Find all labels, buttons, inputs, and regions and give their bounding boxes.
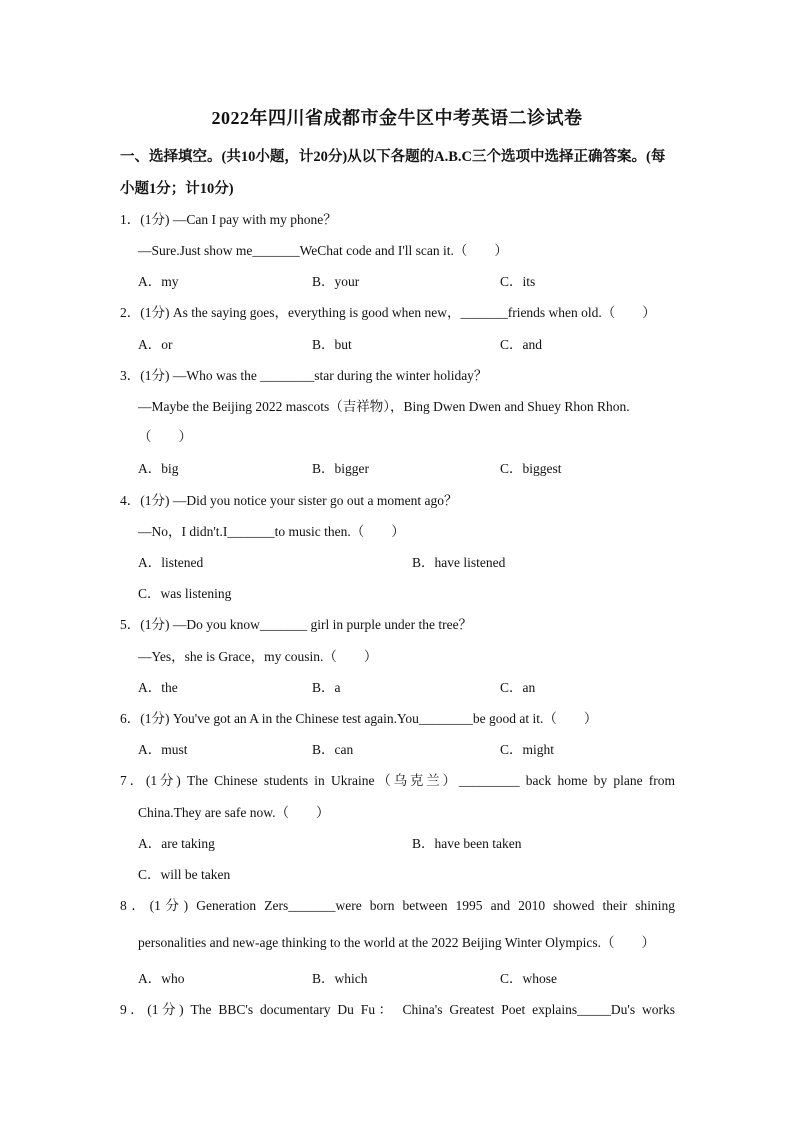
- question-5-option-a[interactable]: A．the: [138, 680, 178, 695]
- question-8-line2: personalities and new-age thinking to the world at the 2022 Beijing Winter Olympics.（ ）: [138, 935, 655, 950]
- page-title: 2022年四川省成都市金牛区中考英语二诊试卷: [211, 108, 583, 128]
- question-2-option-c[interactable]: C．and: [500, 337, 542, 352]
- question-6-option-a[interactable]: A．must: [138, 742, 188, 757]
- question-8-option-c[interactable]: C．whose: [500, 971, 557, 986]
- question-6-stem: 6．(1分) You've got an A in the Chinese test again.You________be good at it.（ ）: [120, 711, 598, 726]
- question-5-option-c[interactable]: C．an: [500, 680, 536, 695]
- question-3-line2: —Maybe the Beijing 2022 mascots（吉祥物），Bing Dwen Dwen and Shuey Rhon Rhon.: [138, 399, 630, 414]
- question-7-line2: China.They are safe now.（ ）: [138, 805, 330, 820]
- question-7-option-b[interactable]: B．have been taken: [412, 836, 522, 851]
- question-2-option-b[interactable]: B．but: [312, 337, 352, 352]
- question-5-stem: 5．(1分) —Do you know_______ girl in purple under the tree？: [120, 617, 473, 632]
- question-4-option-a[interactable]: A．listened: [138, 555, 204, 570]
- section-heading-cont: 小题1分；计10分): [120, 181, 234, 197]
- question-4-option-c[interactable]: C．was listening: [138, 586, 232, 601]
- question-7-option-a[interactable]: A．are taking: [138, 836, 215, 851]
- question-5-option-b[interactable]: B．a: [312, 680, 341, 695]
- question-6-option-c[interactable]: C．might: [500, 742, 555, 757]
- question-9-stem: 9．(1分) The BBC's documentary Du Fu： China's Greatest Poet explains_____Du's works: [120, 1002, 675, 1017]
- question-3-stem: 3．(1分) —Who was the ________star during the winter holiday？: [120, 368, 488, 383]
- question-1-option-a[interactable]: A．my: [138, 274, 179, 289]
- question-6-option-b[interactable]: B．can: [312, 742, 354, 757]
- question-4-line2: —No，I didn't.I_______to music then.（ ）: [138, 524, 405, 539]
- question-1-option-c[interactable]: C．its: [500, 274, 536, 289]
- question-3-line3: （ ）: [138, 429, 192, 444]
- question-2-option-a[interactable]: A．or: [138, 337, 173, 352]
- question-3-option-a[interactable]: A．big: [138, 461, 179, 476]
- question-7-stem: 7．(1分) The Chinese students in Ukraine（乌克兰）_________ back home by plane from: [120, 773, 675, 788]
- question-8-option-a[interactable]: A．who: [138, 971, 185, 986]
- question-3-option-b[interactable]: B．bigger: [312, 461, 369, 476]
- question-1-option-b[interactable]: B．your: [312, 274, 360, 289]
- question-8-option-b[interactable]: B．which: [312, 971, 368, 986]
- question-4-option-b[interactable]: B．have listened: [412, 555, 506, 570]
- question-7-option-c[interactable]: C．will be taken: [138, 867, 231, 882]
- question-2-stem: 2．(1分) As the saying goes，everything is good when new，_______friends when old.（ ）: [120, 305, 656, 320]
- question-3-option-c[interactable]: C．biggest: [500, 461, 562, 476]
- question-1-stem: 1．(1分) —Can I pay with my phone？: [120, 212, 337, 227]
- question-8-stem: 8．(1分) Generation Zers_______were born between 1995 and 2010 showed their shining: [120, 898, 675, 913]
- question-4-stem: 4．(1分) —Did you notice your sister go out a moment ago？: [120, 493, 458, 508]
- question-1-line2: —Sure.Just show me_______WeChat code and I'll scan it.（ ）: [138, 243, 508, 258]
- question-5-line2: —Yes，she is Grace，my cousin.（ ）: [138, 649, 378, 664]
- section-heading: 一、选择填空。(共10小题，计20分)从以下各题的A.B.C三个选项中选择正确答案。(每: [120, 149, 666, 165]
